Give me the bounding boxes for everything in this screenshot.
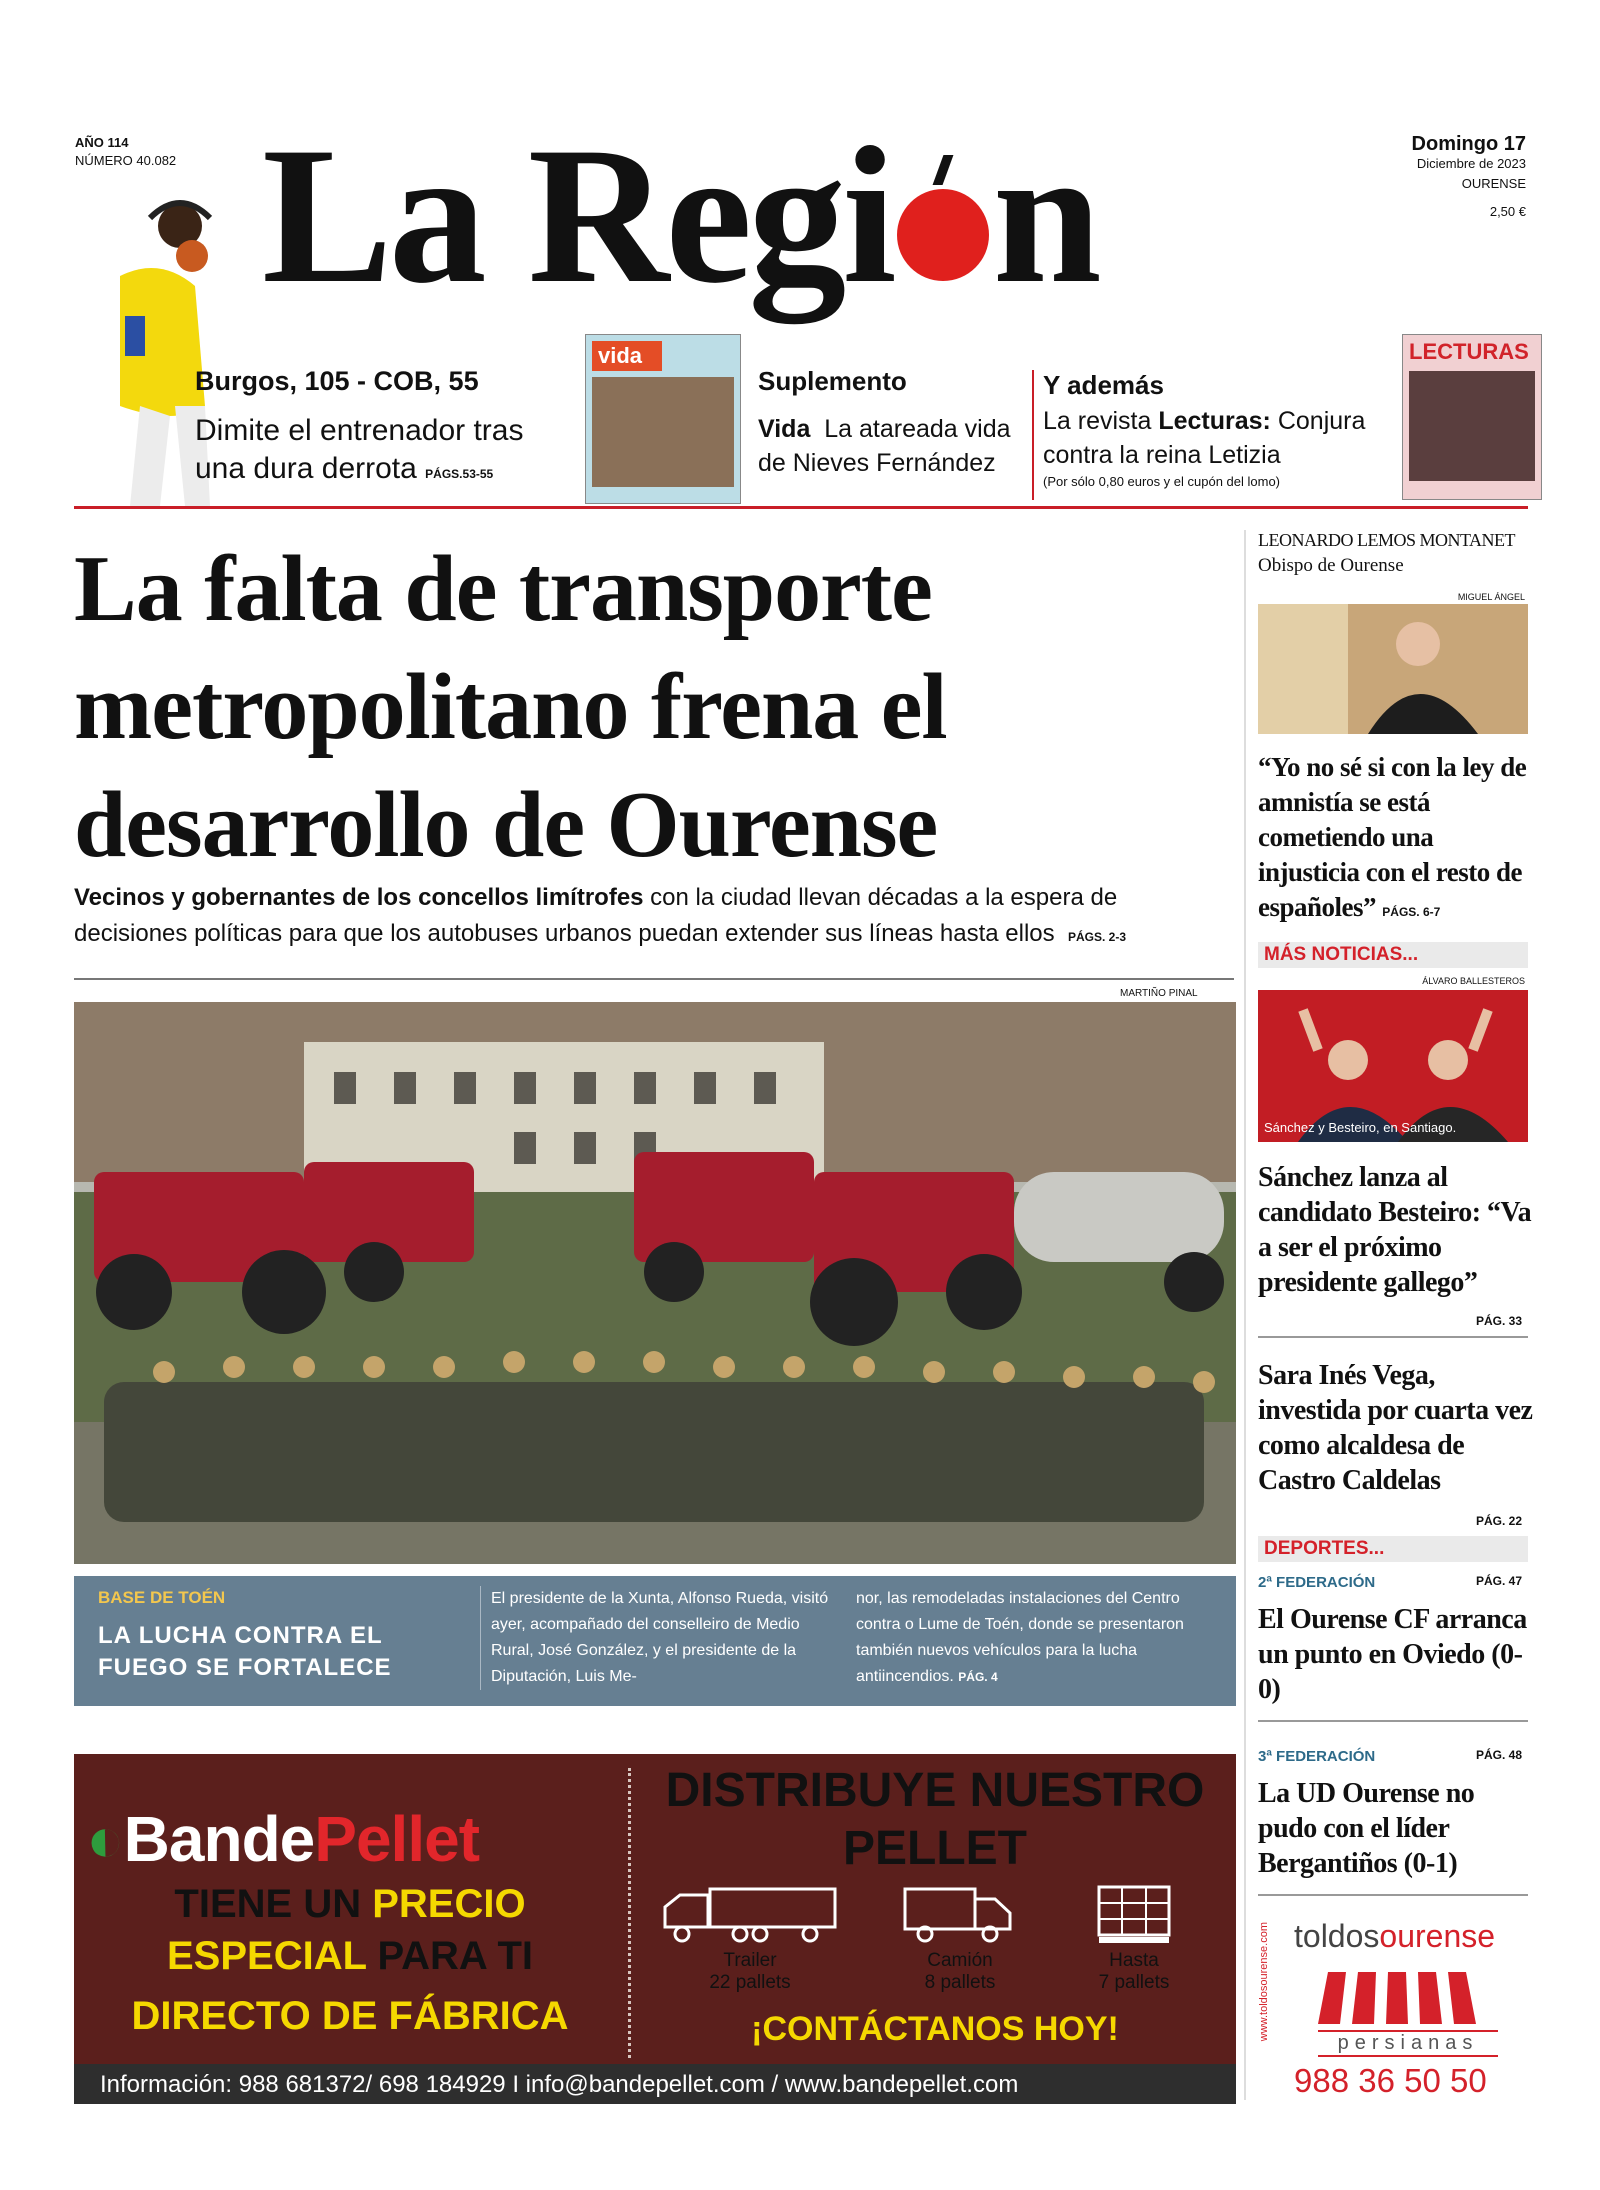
sport1-pages: PÁG. 47 (1475, 1574, 1522, 1588)
story-divider-2 (1258, 1720, 1528, 1722)
supplement-label: Suplemento (758, 366, 907, 396)
sport-teaser-score[interactable]: Burgos, 105 - COB, 55 (195, 366, 479, 396)
supplement-name: Vida (758, 415, 811, 443)
ad-line1-a: TIENE UN (174, 1882, 373, 1926)
date-meta (1412, 134, 1526, 222)
ad-line2-b: PARA TI (366, 1934, 533, 1978)
ad-line1 (110, 1882, 590, 1927)
lead-sub-text: con la ciudad llevan décadas a la espera de decisiones políticas para que los autobuses urbanos puedan extender sus líneas hasta ellos (74, 884, 1118, 947)
teaser-rule (74, 506, 1528, 509)
flame-icon: ◐ (86, 1803, 124, 1875)
story-divider-1 (1258, 1336, 1528, 1338)
lead-sub-bold: Vecinos y gobernantes de los concellos limítrofes (74, 884, 644, 911)
issue-meta (75, 134, 176, 170)
photo2-credit: ÁLVARO BALLESTEROS (1422, 976, 1525, 986)
toldos-brand (1294, 1918, 1495, 1955)
interview-photo-credit: MIGUEL ÁNGEL (1457, 592, 1525, 602)
toldos-brand-b: ourense (1379, 1918, 1496, 1954)
truck-3-qty: 7 pallets (1098, 1972, 1170, 1993)
toldos-brand-a: toldos (1294, 1918, 1380, 1954)
story2-pages: PÁG. 22 (1475, 1514, 1522, 1528)
lead-subhead[interactable] (74, 880, 1234, 955)
interview-pages: PÁGS. 6-7 (1382, 905, 1441, 919)
sport2-division: 3ª FEDERACIÓN (1258, 1748, 1376, 1765)
supplement-teaser[interactable] (758, 412, 1018, 480)
ad-brand-a: Bande (123, 1803, 315, 1875)
edition: OURENSE (1461, 176, 1526, 191)
ad-info-text[interactable]: Información: 988 681372/ 698 184929 I info@bandepellet.com / www.bandepellet.com (100, 2071, 1019, 2098)
logo-text-a: La Regi (262, 107, 893, 324)
toldos-url: www.toldosourense.com (1258, 1922, 1270, 2042)
interview-role: Obispo de Ourense (1258, 555, 1404, 576)
ad-brand-b: Pellet (314, 1803, 479, 1875)
ad-line2-a: ESPECIAL (167, 1934, 367, 1978)
sports-label: DEPORTES... (1264, 1538, 1385, 1559)
truck-2-qty: 8 pallets (924, 1972, 996, 1993)
story-divider-3 (1258, 1894, 1528, 1896)
extra-text: Conjura contra la reina Letizia (1043, 407, 1366, 469)
issue-year: AÑO 114 (75, 135, 129, 150)
extra-teaser[interactable] (1043, 404, 1413, 472)
issue-number: NÚMERO 40.082 (75, 153, 177, 168)
extra-magazine: Lecturas: (1158, 407, 1271, 435)
newspaper-logo[interactable] (262, 107, 1098, 324)
truck-label-2 (890, 1950, 1030, 1994)
lead-photo-credit: MARTIÑO PINAL (1120, 988, 1198, 999)
caption-text-col2 (856, 1586, 1216, 1690)
ad-line3: DIRECTO DE FÁBRICA (131, 1994, 569, 2038)
lead-headline[interactable]: La falta de transporte metropolitano frena el desarrollo de Ourense (74, 537, 947, 877)
teaser-divider (1032, 370, 1034, 500)
photo2-caption: Sánchez y Besteiro, en Santiago. (1264, 1120, 1457, 1135)
story1-pages: PÁG. 33 (1475, 1314, 1522, 1328)
trailer-truck-icon (660, 1884, 840, 1944)
price: 2,50 € (1489, 204, 1526, 219)
ad-cta[interactable]: ¡CONTÁCTANOS HOY! (751, 2010, 1119, 2048)
awning-icon (1308, 1964, 1508, 2028)
ad-brand-logo[interactable] (86, 1802, 479, 1876)
more-news-label: MÁS NOTICIAS... (1264, 944, 1419, 965)
lecturas-cover-image[interactable] (1402, 334, 1542, 500)
ad-line2 (110, 1934, 590, 1979)
toldos-ourense-ad[interactable] (1258, 1912, 1534, 2102)
ad-divider (628, 1768, 631, 2058)
truck-2-name: Camión (927, 1950, 993, 1971)
date: Diciembre de 2023 (1416, 156, 1526, 171)
lead-rule (74, 978, 1234, 980)
sport1-division: 2ª FEDERACIÓN (1258, 1574, 1376, 1591)
ad-line1-b: PRECIO (372, 1882, 526, 1926)
caption-text-col1: El presidente de la Xunta, Alfonso Rueda, visitó ayer, acompañado del conselleiro de Medio Rural, José González, y el presidente de la Diputación, Luis Me- (480, 1586, 830, 1690)
interview-quote[interactable] (1258, 750, 1534, 930)
caption-pages: PÁG. 4 (958, 1670, 998, 1684)
story2-headline[interactable]: Sara Inés Vega, investida por cuarta vez como alcaldesa de Castro Caldelas (1258, 1360, 1533, 1496)
day: Domingo 17 (1411, 133, 1526, 155)
column-divider (1244, 530, 1246, 2100)
truck-label-3 (1064, 1950, 1204, 1994)
extra-note: (Por sólo 0,80 euros y el cupón del lomo) (1043, 474, 1281, 489)
vida-cover-title: vida (592, 341, 662, 371)
story1-headline[interactable]: Sánchez lanza al candidato Besteiro: “Va a ser el próximo presidente gallego” (1258, 1162, 1532, 1298)
lead-photo[interactable] (74, 1002, 1236, 1564)
toldos-phone[interactable]: 988 36 50 50 (1294, 2062, 1487, 2099)
lead-pages: PÁGS. 2-3 (1068, 930, 1127, 944)
sport2-headline[interactable]: La UD Ourense no pudo con el líder Bergantiños (0-1) (1258, 1778, 1475, 1879)
caption-col2-body: nor, las remodeladas instalaciones del Centro contra o Lume de Toén, donde se presentaron también nuevos vehículos para la lucha antiincendios. (856, 1590, 1184, 1685)
truck-1-name: Trailer (723, 1950, 777, 1971)
vida-cover-image[interactable] (585, 334, 741, 504)
extra-prefix: La revista (1043, 407, 1159, 435)
bishop-photo[interactable] (1258, 604, 1528, 734)
pallet-icon (1094, 1884, 1174, 1946)
truck-icon (900, 1884, 1015, 1944)
sport-teaser-text[interactable] (195, 412, 575, 493)
lecturas-cover-title: LECTURAS (1409, 339, 1529, 364)
truck-1-qty: 22 pallets (709, 1972, 791, 1993)
truck-3-name: Hasta (1109, 1950, 1159, 1971)
logo-text-b: n (992, 107, 1098, 324)
interview-quote-text: “Yo no sé si con la ley de amnistía se está cometiendo una injusticia con el resto de españoles” (1258, 752, 1527, 922)
sport2-pages: PÁG. 48 (1475, 1748, 1522, 1762)
ad-right-title: DISTRIBUYE NUESTRO PELLET (665, 1764, 1205, 1875)
caption-title[interactable]: LA LUCHA CONTRA EL FUEGO SE FORTALECE (98, 1622, 392, 1681)
sport-teaser-pages: PÁGS.53-55 (425, 467, 494, 481)
caption-kicker: BASE DE TOÉN (98, 1588, 226, 1607)
truck-label-1 (680, 1950, 820, 1994)
toldos-word: persianas (1318, 2030, 1498, 2057)
extra-label: Y además (1043, 370, 1164, 400)
sport-teaser-body: Dimite el entrenador tras una dura derrota (195, 414, 524, 485)
supplement-text: La atareada vida de Nieves Fernández (758, 415, 1011, 477)
sport1-headline[interactable]: El Ourense CF arranca un punto en Oviedo (0-0) (1258, 1604, 1527, 1705)
interview-name: LEONARDO LEMOS MONTANET (1258, 530, 1516, 550)
logo-red-dot-icon (897, 189, 989, 281)
